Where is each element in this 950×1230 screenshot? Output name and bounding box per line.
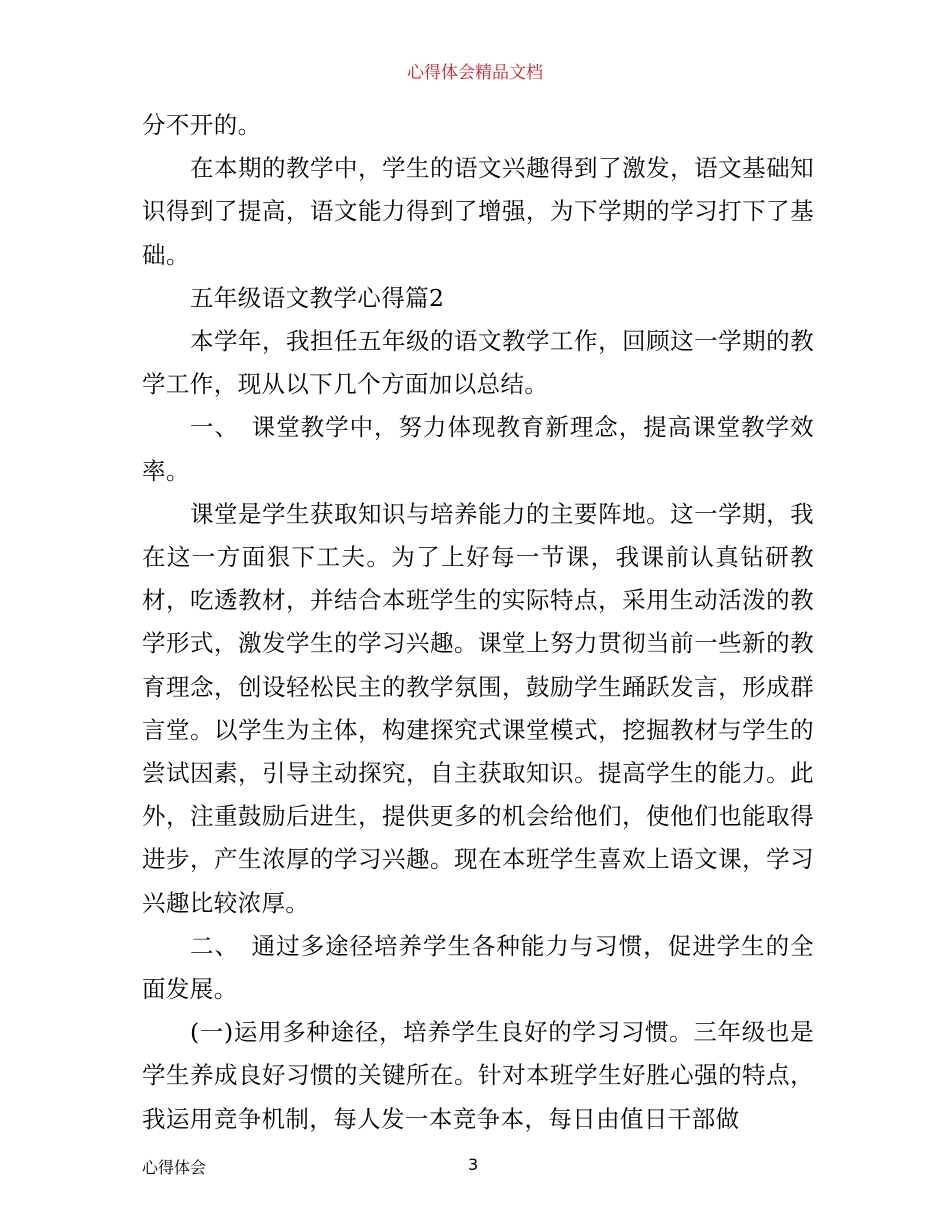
paragraph: 一、 课堂教学中，努力体现教育新理念，提高课堂教学效率。 [142, 413, 814, 485]
paragraph: (一)运用多种途径，培养学生良好的学习习惯。三年级也是学生养成良好习惯的关键所在。针对本班学生好胜心强的特点，我运用竞争机制，每人发一本竞争本，每日由值日干部做 [142, 1018, 814, 1133]
paragraph: 在本期的教学中，学生的语文兴趣得到了激发，语文基础知识得到了提高，语文能力得到了增强，为下学期的学习打下了基础。 [142, 154, 814, 269]
footer-label: 心得体会 [142, 1158, 207, 1177]
document-body [142, 104, 814, 1141]
page-number: 3 [468, 1155, 479, 1174]
paragraph: 课堂是学生获取知识与培养能力的主要阵地。这一学期，我在这一方面狠下工夫。为了上好每一节课，我课前认真钻研教材，吃透教材，并结合本班学生的实际特点，采用生动活泼的教学形式，激发学生的学习兴趣。课堂上努力贯彻当前一些新的教育理念，创设轻松民主的教学氛围，鼓励学生踊跃发言，形成群言堂。以学生为主体，构建探究式课堂模式，挖掘教材与学生的尝试因素，引导主动探究，自主获取知识。提高学生的能力。此外，注重鼓励后进生，提供更多的机会给他们，使他们也能取得进步，产生浓厚的学习兴趣。现在本班学生喜欢上语文课，学习兴趣比较浓厚。 [142, 499, 814, 917]
paragraph: 本学年，我担任五年级的语文教学工作，回顾这一学期的教学工作，现从以下几个方面加以总结。 [142, 327, 814, 399]
section-heading: 五年级语文教学心得篇2 [190, 283, 445, 312]
paragraph: 分不开的。 [142, 111, 262, 139]
document-header-title: 心得体会精品文档 [407, 63, 543, 83]
paragraph: 二、 通过多途径培养学生各种能力与习惯，促进学生的全面发展。 [142, 931, 814, 1004]
